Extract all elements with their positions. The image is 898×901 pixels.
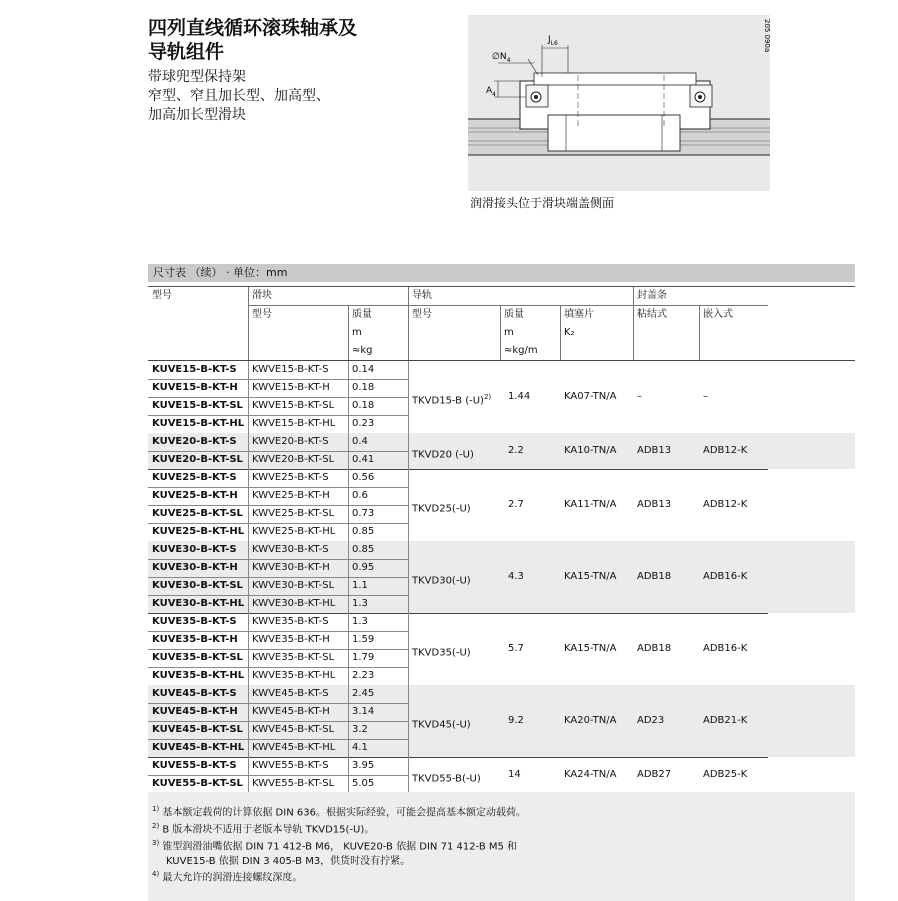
- group-embedded: ADB16-K: [703, 571, 748, 582]
- col-divider: [248, 361, 249, 793]
- table-row-carriage: KWVE35-B-KT-S: [252, 616, 329, 627]
- group-filler: KA20-TN/A: [564, 715, 617, 726]
- header-carriage-mass: 质量 m ≈kg: [352, 309, 373, 356]
- table-row-mass: 3.95: [352, 760, 375, 771]
- group-rail-mass: 5.7: [508, 643, 524, 654]
- group-rail-mass: 4.3: [508, 571, 524, 582]
- group-rail: TKVD25(-U): [412, 503, 471, 515]
- table-row-carriage: KWVE25-B-KT-HL: [252, 526, 336, 537]
- table-row-mass: 0.14: [352, 364, 375, 375]
- group-rail: TKVD45(-U): [412, 719, 471, 731]
- group-rail-mass: 9.2: [508, 715, 524, 726]
- page-subtitle: [148, 68, 330, 125]
- table-row-carriage: KWVE25-B-KT-SL: [252, 508, 335, 519]
- table-row-carriage: KWVE35-B-KT-H: [252, 634, 330, 645]
- col-divider: [348, 361, 349, 793]
- group-embedded: ADB21-K: [703, 715, 748, 726]
- table-row-mass: 3.14: [352, 706, 375, 717]
- footnotes: [148, 792, 855, 901]
- group-rail: TKVD15-B $(-U)^{2)}$: [412, 393, 492, 407]
- table-row-carriage: KWVE45-B-KT-H: [252, 706, 330, 717]
- group-adhesive: ADB13: [637, 445, 672, 456]
- table-row-mass: 0.85: [352, 526, 375, 537]
- group-embedded: ADB16-K: [703, 643, 748, 654]
- dim-a4-label: $A_4$: [486, 86, 496, 98]
- table-row-model: KUVE55-B-KT-S: [152, 760, 237, 771]
- group-adhesive: –: [637, 391, 642, 402]
- table-row-model: KUVE20-B-KT-S: [152, 436, 237, 447]
- table-row-mass: 3.2: [352, 724, 368, 735]
- table-row-carriage: KWVE20-B-KT-S: [252, 436, 329, 447]
- group-embedded: –: [703, 391, 708, 402]
- table-row-mass: 1.79: [352, 652, 375, 663]
- table-row-mass: 5.05: [352, 778, 375, 789]
- table-row-model: KUVE35-B-KT-SL: [152, 652, 243, 663]
- table-row-carriage: KWVE15-B-KT-H: [252, 382, 330, 393]
- table-row-mass: 4.1: [352, 742, 368, 753]
- group-filler: KA15-TN/A: [564, 643, 617, 654]
- table-row-model: KUVE30-B-KT-HL: [152, 598, 245, 609]
- page-title: [148, 16, 357, 64]
- table-row-model: KUVE35-B-KT-HL: [152, 670, 245, 681]
- header-rail-model: 型号: [412, 309, 432, 320]
- table-row-mass: 0.73: [352, 508, 375, 519]
- header-embedded: 嵌入式: [703, 309, 733, 320]
- group-adhesive: AD23: [637, 715, 665, 726]
- group-adhesive: ADB13: [637, 499, 672, 510]
- group-embedded: ADB12-K: [703, 445, 748, 456]
- subtitle-line-3: 加高加长型滑块: [148, 107, 246, 123]
- header-rail-mass: 质量 m ≈kg/m: [504, 309, 538, 356]
- title-line-1: 四列直线循环滚珠轴承及: [148, 17, 358, 39]
- col-divider: [408, 361, 409, 793]
- group-filler: KA11-TN/A: [564, 499, 617, 510]
- table-row-model: KUVE15-B-KT-H: [152, 382, 238, 393]
- header-seal: 封盖条: [637, 290, 667, 301]
- footnote-4: $^{4)}$ 最大允许的润滑连接螺纹深度。: [152, 870, 303, 884]
- table-row-model: KUVE35-B-KT-H: [152, 634, 238, 645]
- technical-drawing: [468, 15, 770, 191]
- subtitle-line-2: 窄型、窄且加长型、加高型、: [148, 88, 330, 104]
- table-row-model: KUVE45-B-KT-S: [152, 688, 237, 699]
- header-carriage-model: 型号: [252, 309, 272, 320]
- group-rail-mass: 2.2: [508, 445, 524, 456]
- group-filler: KA24-TN/A: [564, 769, 617, 780]
- group-embedded: ADB12-K: [703, 499, 748, 510]
- table-row-carriage: KWVE30-B-KT-H: [252, 562, 330, 573]
- title-line-2: 导轨组件: [148, 41, 225, 63]
- table-row-carriage: KWVE30-B-KT-SL: [252, 580, 335, 591]
- table-title: 尺寸表 （续） · 单位：mm: [148, 264, 855, 282]
- group-adhesive: ADB27: [637, 769, 672, 780]
- group-adhesive: ADB18: [637, 643, 672, 654]
- header-model: 型号: [152, 290, 172, 301]
- footnote-3: $^{3)}$ 锥型润滑油嘴依据 DIN 71 412-B M6， KUVE20-B 依据 DIN 71 412-B M5 和 KUVE15-B 依据 DIN 3 405-B M3，供货时没有拧紧。: [152, 839, 518, 868]
- header-filler: 填塞片 K₂: [564, 309, 594, 338]
- group-filler: KA10-TN/A: [564, 445, 617, 456]
- table-row-mass: 0.23: [352, 418, 375, 429]
- table-row-mass: 0.4: [352, 436, 368, 447]
- group-rail: TKVD30(-U): [412, 575, 471, 587]
- table-row-model: KUVE25-B-KT-SL: [152, 508, 243, 519]
- table-row-model: KUVE30-B-KT-S: [152, 544, 237, 555]
- group-filler: KA07-TN/A: [564, 391, 617, 402]
- table-row-mass: 0.56: [352, 472, 375, 483]
- table-row-model: KUVE25-B-KT-H: [152, 490, 238, 501]
- header-adhesive: 粘结式: [637, 309, 667, 320]
- table-row-model: KUVE20-B-KT-SL: [152, 454, 243, 465]
- group-rail: TKVD20 (-U): [412, 449, 474, 461]
- drawing-caption: 润滑接头位于滑块端盖侧面: [470, 196, 615, 210]
- table-row-carriage: KWVE55-B-KT-SL: [252, 778, 335, 789]
- group-adhesive: ADB18: [637, 571, 672, 582]
- table-row-mass: 0.85: [352, 544, 375, 555]
- group-rail-mass: 1.44: [508, 391, 531, 402]
- table-row-carriage: KWVE30-B-KT-S: [252, 544, 329, 555]
- header-rail: 导轨: [412, 290, 432, 301]
- table-row-mass: 1.3: [352, 598, 368, 609]
- table-row-model: KUVE45-B-KT-H: [152, 706, 238, 717]
- table-row-carriage: KWVE15-B-KT-SL: [252, 400, 335, 411]
- table-row-model: KUVE30-B-KT-H: [152, 562, 238, 573]
- group-divider: [148, 613, 768, 614]
- table-row-carriage: KWVE35-B-KT-HL: [252, 670, 336, 681]
- table-row-carriage: KWVE35-B-KT-SL: [252, 652, 335, 663]
- table-row-carriage: KWVE30-B-KT-HL: [252, 598, 336, 609]
- table-row-mass: 0.95: [352, 562, 375, 573]
- table-row-carriage: KWVE25-B-KT-H: [252, 490, 330, 501]
- group-rail-mass: 14: [508, 769, 521, 780]
- table-row-model: KUVE55-B-KT-SL: [152, 778, 243, 789]
- group-rail: TKVD55-B(-U): [412, 773, 481, 785]
- group-rail-mass: 2.7: [508, 499, 524, 510]
- dim-jl6-label: $J_{L6}$: [548, 35, 558, 47]
- footnote-2: $^{2)}$ B 版本滑块不适用于老版本导轨 TKVD15(-U)。: [152, 822, 375, 836]
- table-row-carriage: KWVE15-B-KT-S: [252, 364, 329, 375]
- table-row-model: KUVE25-B-KT-S: [152, 472, 237, 483]
- table-row-carriage: KWVE45-B-KT-S: [252, 688, 329, 699]
- table-row-model: KUVE15-B-KT-HL: [152, 418, 245, 429]
- drawing-code: 205 090a: [763, 19, 771, 53]
- table-row-carriage: KWVE20-B-KT-SL: [252, 454, 335, 465]
- table-row-model: KUVE30-B-KT-SL: [152, 580, 243, 591]
- table-row-mass: 2.45: [352, 688, 375, 699]
- table-row-model: KUVE45-B-KT-HL: [152, 742, 245, 753]
- table-row-mass: 0.18: [352, 382, 375, 393]
- table-row-carriage: KWVE55-B-KT-S: [252, 760, 329, 771]
- group-rail: TKVD35(-U): [412, 647, 471, 659]
- table-row-mass: 2.23: [352, 670, 375, 681]
- table-row-mass: 0.18: [352, 400, 375, 411]
- group-divider: [148, 757, 768, 758]
- table-row-mass: 1.1: [352, 580, 368, 591]
- table-row-model: KUVE45-B-KT-SL: [152, 724, 243, 735]
- group-divider: [148, 469, 768, 470]
- group-embedded: ADB25-K: [703, 769, 748, 780]
- table-row-carriage: KWVE15-B-KT-HL: [252, 418, 336, 429]
- table-row-mass: 1.3: [352, 616, 368, 627]
- table-row-model: KUVE15-B-KT-SL: [152, 400, 243, 411]
- table-row-mass: 0.41: [352, 454, 375, 465]
- table-row-carriage: KWVE45-B-KT-HL: [252, 742, 336, 753]
- header-carriage: 滑块: [252, 290, 272, 301]
- table-row-mass: 1.59: [352, 634, 375, 645]
- subtitle-line-1: 带球兜型保持架: [148, 69, 246, 85]
- table-row-mass: 0.6: [352, 490, 368, 501]
- footnote-1: $^{1)}$ 基本额定载荷的计算依据 DIN 636。根据实际经验，可能会提高基本额定动载荷。: [152, 805, 526, 819]
- table-row-carriage: KWVE25-B-KT-S: [252, 472, 329, 483]
- table-row-model: KUVE15-B-KT-S: [152, 364, 237, 375]
- table-row-model: KUVE35-B-KT-S: [152, 616, 237, 627]
- table-row-model: KUVE25-B-KT-HL: [152, 526, 245, 537]
- group-filler: KA15-TN/A: [564, 571, 617, 582]
- table-row-carriage: KWVE45-B-KT-SL: [252, 724, 335, 735]
- dim-n4-label: $\emptyset N_4$: [492, 52, 511, 64]
